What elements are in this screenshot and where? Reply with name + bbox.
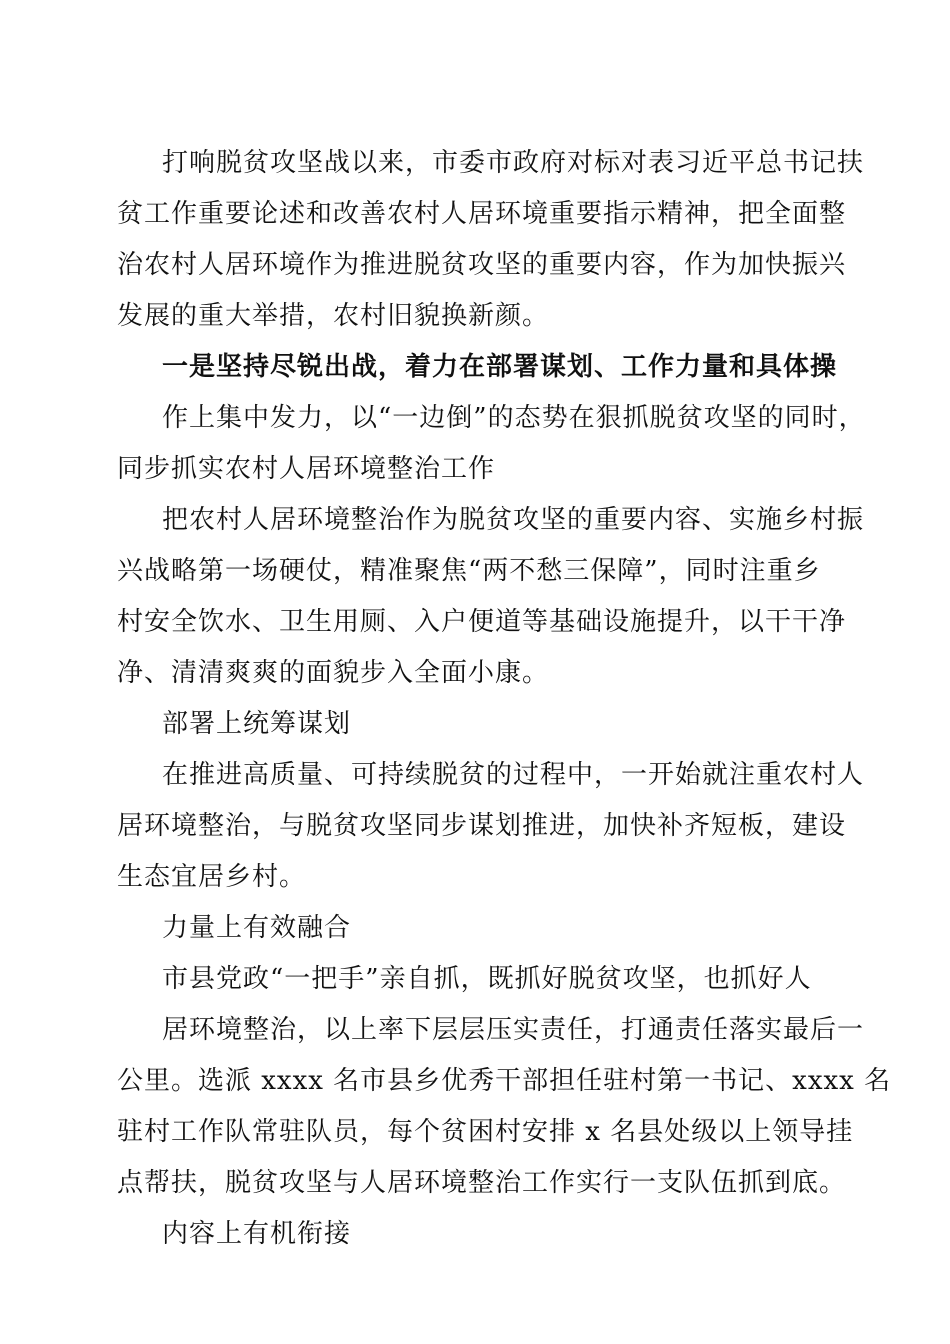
paragraph-line: 市县党政“一把手”亲自抓，既抓好脱贫攻坚，也抓好人 bbox=[162, 964, 812, 994]
paragraph-line: 打响脱贫攻坚战以来，市委市政府对标对表习近平总书记扶 bbox=[162, 148, 865, 178]
paragraph-line: 同步抓实农村人居环境整治工作 bbox=[117, 454, 496, 484]
paragraph-line: 在推进高质量、可持续脱贫的过程中，一开始就注重农村人 bbox=[162, 760, 865, 790]
paragraph-line: 公里。选派 xxxx 名市县乡优秀干部担任驻村第一书记、xxxx 名 bbox=[117, 1066, 892, 1096]
subheading-line: 内容上有机衔接 bbox=[162, 1219, 352, 1249]
paragraph-line: 村安全饮水、卫生用厕、入户便道等基础设施提升，以干干净 bbox=[117, 607, 847, 637]
paragraph-line: 点帮扶，脱贫攻坚与人居环境整治工作实行一支队伍抓到底。 bbox=[117, 1168, 847, 1198]
paragraph-line: 居环境整治，以上率下层层压实责任，打通责任落实最后一 bbox=[162, 1015, 865, 1045]
paragraph-line: 居环境整治，与脱贫攻坚同步谋划推进，加快补齐短板，建设 bbox=[117, 811, 847, 841]
paragraph-line: 把农村人居环境整治作为脱贫攻坚的重要内容、实施乡村振 bbox=[162, 505, 865, 535]
paragraph-line: 生态宜居乡村。 bbox=[117, 862, 307, 892]
paragraph-line: 净、清清爽爽的面貌步入全面小康。 bbox=[117, 658, 550, 688]
paragraph-line: 作上集中发力，以“一边倒”的态势在狠抓脱贫攻坚的同时， bbox=[162, 403, 866, 433]
subheading-line: 部署上统筹谋划 bbox=[162, 709, 352, 739]
paragraph-line: 驻村工作队常驻队员，每个贫困村安排 x 名县处级以上领导挂 bbox=[117, 1117, 854, 1147]
paragraph-line: 治农村人居环境作为推进脱贫攻坚的重要内容，作为加快振兴 bbox=[117, 250, 847, 280]
paragraph-line: 兴战略第一场硬仗，精准聚焦“两不愁三保障”，同时注重乡 bbox=[117, 556, 821, 586]
paragraph-line: 贫工作重要论述和改善农村人居环境重要指示精神，把全面整 bbox=[117, 199, 847, 229]
subheading-line: 力量上有效融合 bbox=[162, 913, 352, 943]
section-heading-line: 一是坚持尽锐出战，着力在部署谋划、工作力量和具体操 bbox=[162, 352, 838, 382]
paragraph-line: 发展的重大举措，农村旧貌换新颜。 bbox=[117, 301, 550, 331]
